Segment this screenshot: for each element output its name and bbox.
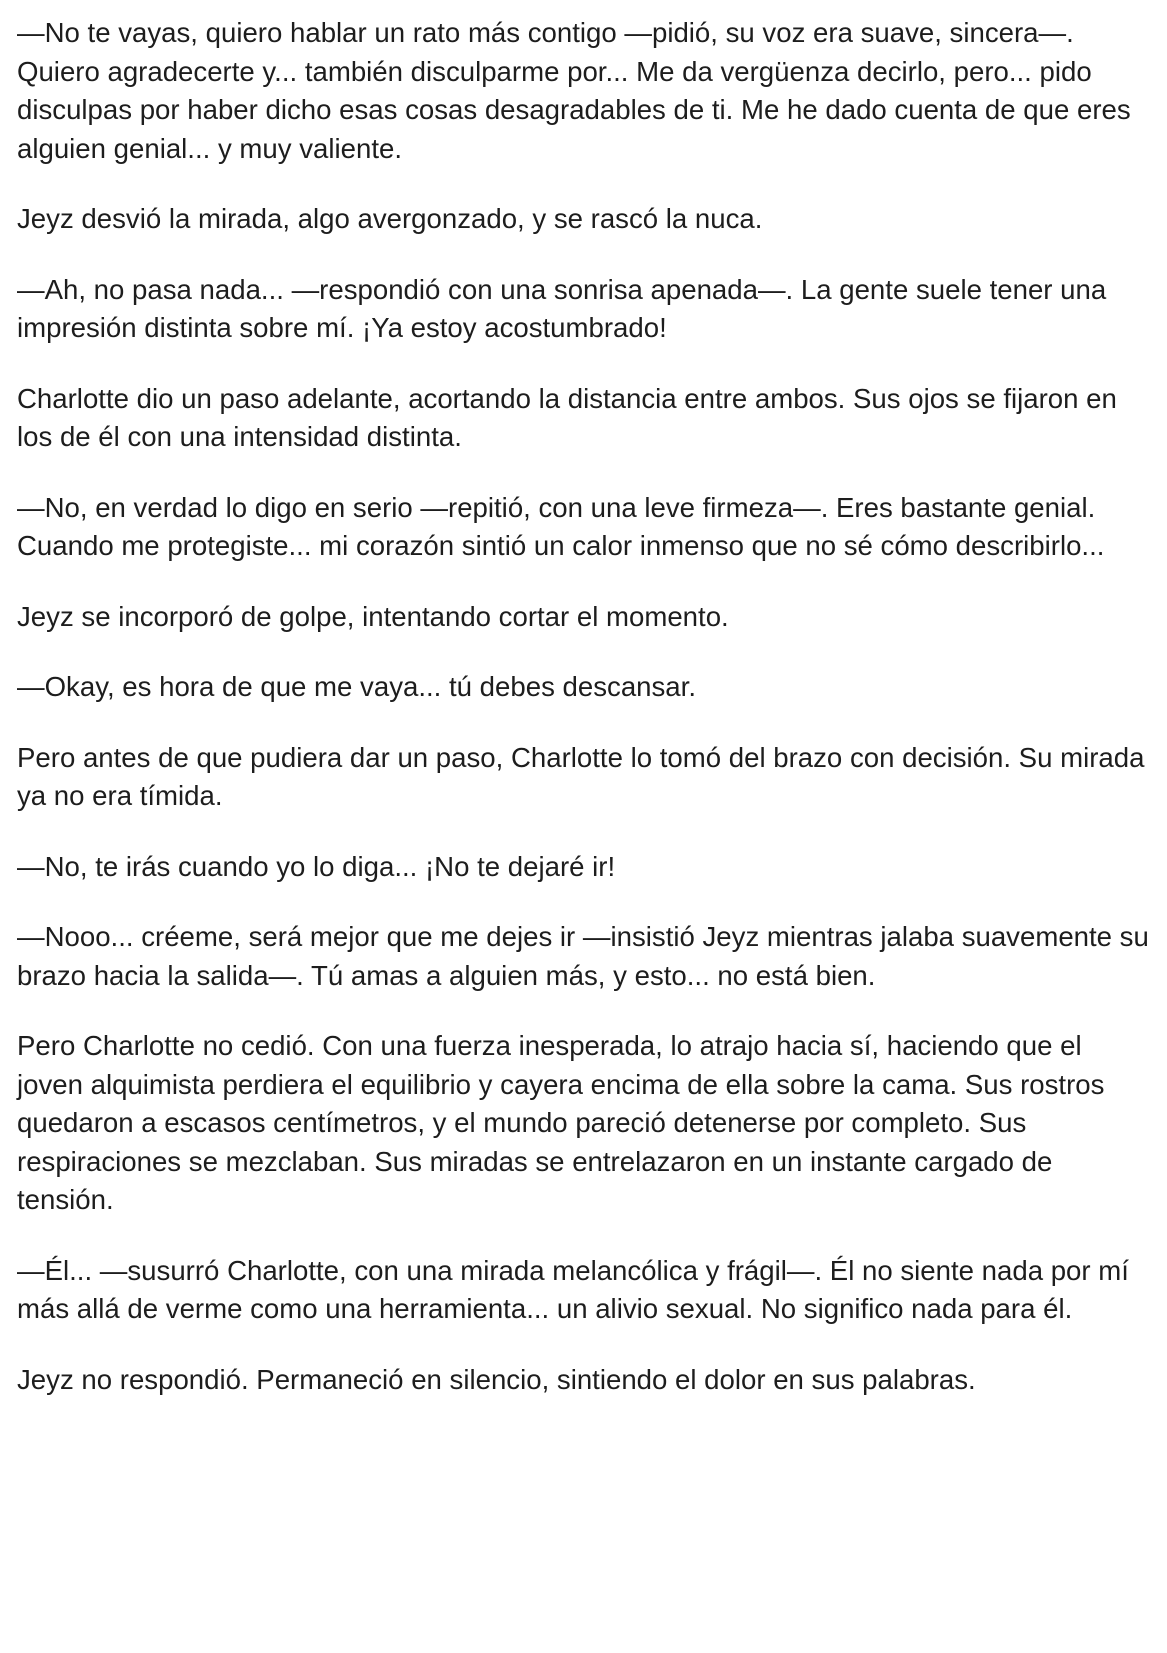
paragraph: Charlotte dio un paso adelante, acortando la distancia entre ambos. Sus ojos se fijaron en los de él con una intensidad distinta. (17, 382, 1117, 452)
paragraph: Jeyz se incorporó de golpe, intentando cortar el momento. (17, 600, 729, 632)
paragraph: —Él... —susurró Charlotte, con una mirada melancólica y frágil—. Él no siente nada por mí más allá de verme como una herramienta... un alivio sexual. No significo nada para él. (17, 1254, 1129, 1324)
paragraph: —Nooo... créeme, será mejor que me dejes ir —insistió Jeyz mientras jalaba suavemente su brazo hacia la salida—. Tú amas a alguien más, y esto... no está bien. (17, 921, 1149, 991)
paragraph: Pero Charlotte no cedió. Con una fuerza inesperada, lo atrajo hacia sí, haciendo que el joven alquimista perdiera el equilibrio y cayera encima de ella sobre la cama. Sus rostros quedaron a escasos centímetros, y el mundo pareció detenerse por completo. Sus respiraciones se mezclaban. Sus miradas se entrelazaron en un instante cargado de tensión. (17, 1030, 1105, 1215)
paragraph: —No, te irás cuando yo lo diga... ¡No te dejaré ir! (17, 850, 616, 882)
paragraph: —No te vayas, quiero hablar un rato más contigo —pidió, su voz era suave, sincera—. Quiero agradecerte y... también disculparme por... Me da vergüenza decirlo, pero... pido disculpas por haber dicho esas cosas desagradables de ti. Me he dado cuenta de que eres alguien genial... y muy valiente. (17, 17, 1131, 164)
paragraph: Jeyz no respondió. Permaneció en silencio, sintiendo el dolor en sus palabras. (17, 1363, 976, 1395)
paragraph: Jeyz desvió la mirada, algo avergonzado, y se rascó la nuca. (17, 203, 763, 234)
paragraph: —Ah, no pasa nada... —respondió con una sonrisa apenada—. La gente suele tener una impresión distinta sobre mí. ¡Ya estoy acostumbrado! (17, 273, 1107, 343)
paragraph: Pero antes de que pudiera dar un paso, Charlotte lo tomó del brazo con decisión. Su mirada ya no era tímida. (17, 741, 1145, 811)
paragraph: —Okay, es hora de que me vaya... tú debes descansar. (17, 671, 696, 702)
paragraph: —No, en verdad lo digo en serio —repitió, con una leve firmeza—. Eres bastante genial. Cuando me protegiste... mi corazón sintió un calor inmenso que no sé cómo describirlo... (17, 491, 1105, 561)
